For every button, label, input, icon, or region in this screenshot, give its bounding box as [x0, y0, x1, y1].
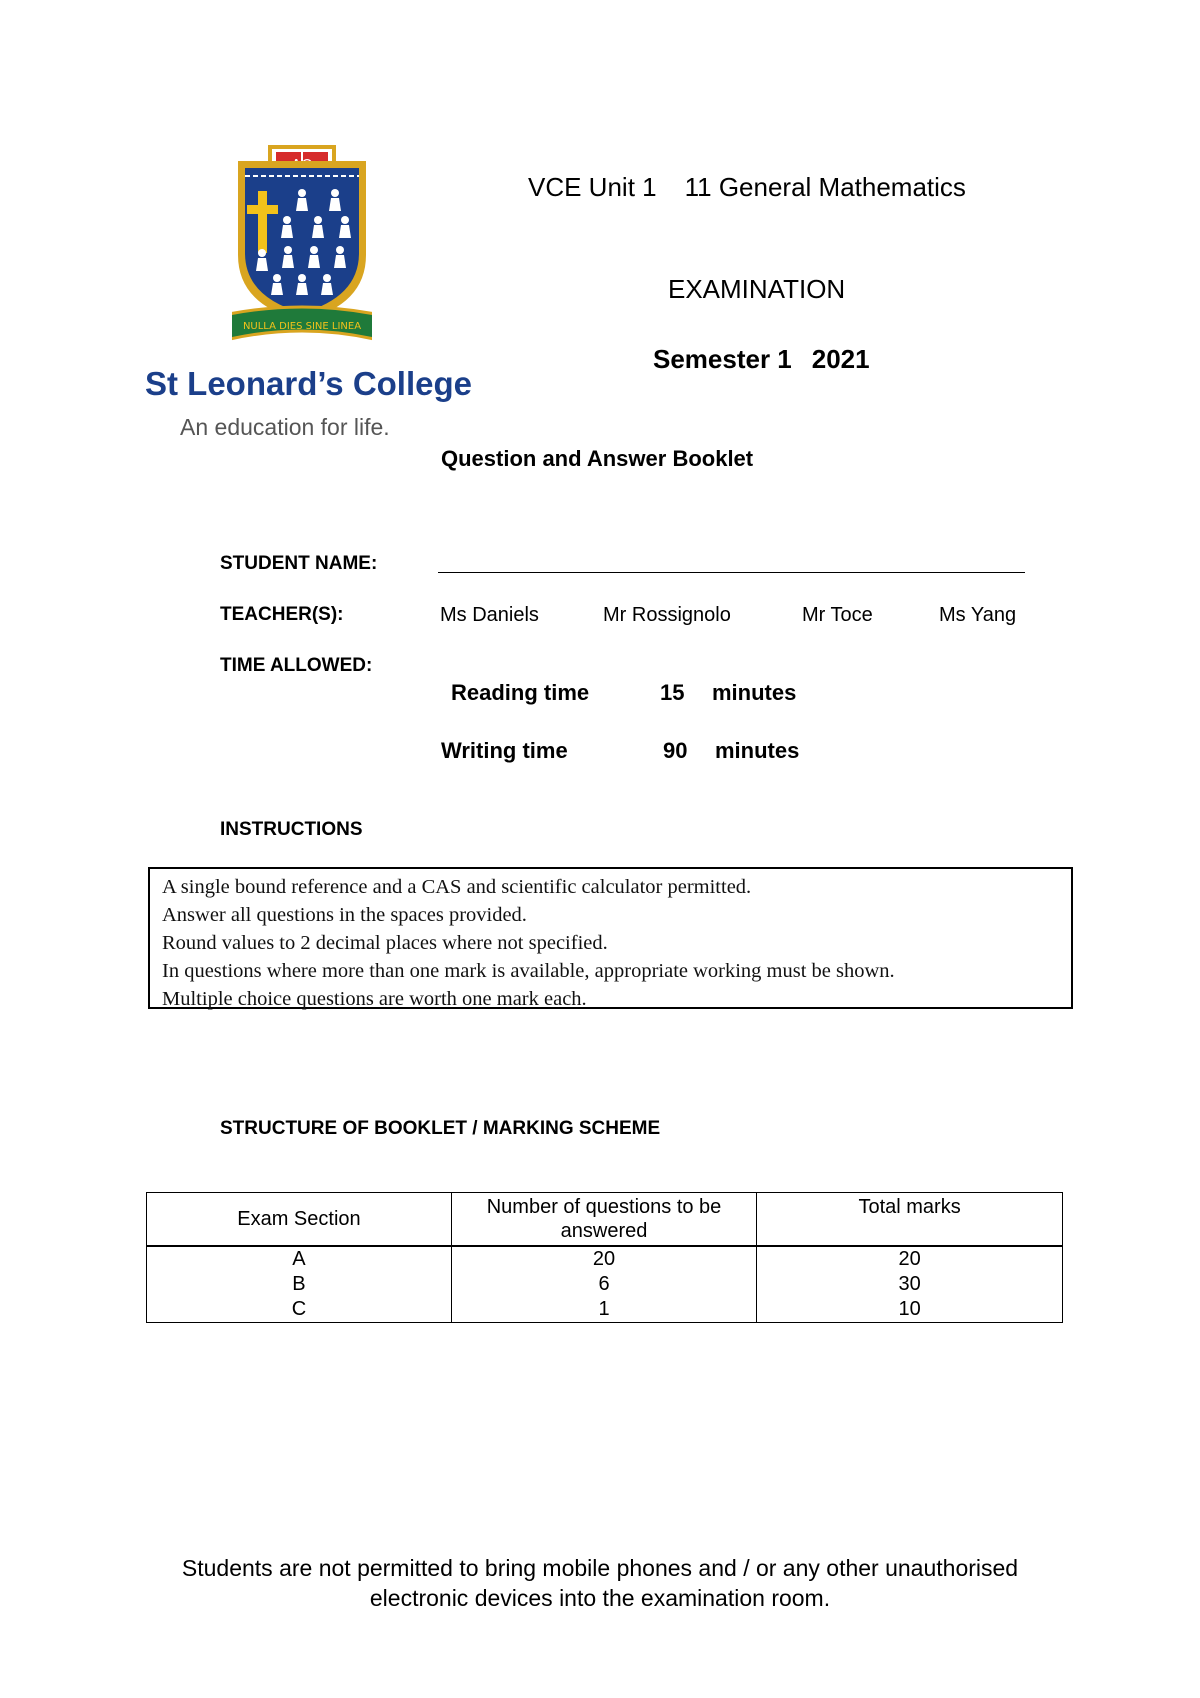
- table-cell: 30: [757, 1272, 1063, 1297]
- crest-cross-icon: [258, 191, 267, 253]
- course-unit: VCE Unit 1: [528, 172, 657, 202]
- reading-time-row: [0, 680, 1200, 710]
- table-row: [147, 1272, 1063, 1297]
- marking-scheme-table: [146, 1192, 1063, 1323]
- reading-time-value: 15: [660, 680, 685, 705]
- footer-line: electronic devices into the examination room.: [369, 1585, 831, 1611]
- course-title: [528, 172, 966, 203]
- table-cell: 10: [757, 1297, 1063, 1323]
- writing-time-label: Writing time: [441, 738, 568, 763]
- table-cell: 20: [757, 1246, 1063, 1272]
- college-crest-logo: [232, 143, 372, 355]
- instruction-line: In questions where more than one mark is available, appropriate working must be shown.: [162, 960, 895, 982]
- writing-time-value: 90: [663, 738, 688, 763]
- instructions-heading: INSTRUCTIONS: [220, 819, 363, 840]
- teacher-name: Mr Rossignolo: [603, 604, 731, 626]
- table-cell: 1: [451, 1297, 756, 1323]
- school-tagline: An education for life.: [180, 414, 390, 440]
- table-row: [147, 1297, 1063, 1323]
- table-header-row: [147, 1193, 1063, 1247]
- teacher-name: Ms Daniels: [440, 604, 539, 626]
- instruction-line: Multiple choice questions are worth one mark each.: [162, 988, 587, 1010]
- exam-title: EXAMINATION: [668, 274, 846, 304]
- column-header: Total marks: [757, 1193, 1063, 1247]
- column-header: Exam Section: [147, 1193, 452, 1247]
- footer-line: Students are not permitted to bring mobile phones and / or any other unauthorised: [181, 1555, 1019, 1581]
- table-cell: C: [147, 1297, 452, 1323]
- table-cell: 20: [451, 1246, 756, 1272]
- instruction-line: Round values to 2 decimal places where not specified.: [162, 932, 608, 954]
- booklet-title: Question and Answer Booklet: [441, 446, 754, 471]
- writing-time-unit: minutes: [715, 738, 800, 763]
- instruction-line: Answer all questions in the spaces provided.: [162, 904, 527, 926]
- year: 2021: [811, 344, 870, 374]
- teacher-name: Mr Toce: [802, 604, 873, 626]
- structure-heading: STRUCTURE OF BOOKLET / MARKING SCHEME: [220, 1118, 661, 1139]
- teacher-name: Ms Yang: [939, 604, 1017, 626]
- course-subject: 11 General Mathematics: [684, 172, 966, 202]
- school-name: St Leonard’s College: [145, 365, 473, 402]
- table-cell: A: [147, 1246, 452, 1272]
- table-row: [147, 1246, 1063, 1272]
- instruction-line: A single bound reference and a CAS and scientific calculator permitted.: [162, 876, 752, 898]
- column-header: Number of questions to be answered: [451, 1193, 756, 1247]
- student-name-line: [438, 572, 1025, 573]
- reading-time-label: Reading time: [451, 680, 590, 705]
- time-allowed-label: TIME ALLOWED:: [220, 655, 373, 676]
- crest-scroll-motto: NULLA DIES SINE LINEA: [242, 321, 362, 332]
- table-cell: 6: [451, 1272, 756, 1297]
- semester-year: [653, 344, 870, 375]
- student-name-label: STUDENT NAME:: [220, 553, 378, 574]
- reading-time-unit: minutes: [712, 680, 797, 705]
- teacher-label: TEACHER(S):: [220, 604, 344, 625]
- semester: Semester 1: [653, 344, 792, 374]
- footer-notice: [100, 1553, 1100, 1613]
- writing-time-row: [0, 738, 1200, 768]
- table-cell: B: [147, 1272, 452, 1297]
- instructions-box: [148, 867, 1073, 1009]
